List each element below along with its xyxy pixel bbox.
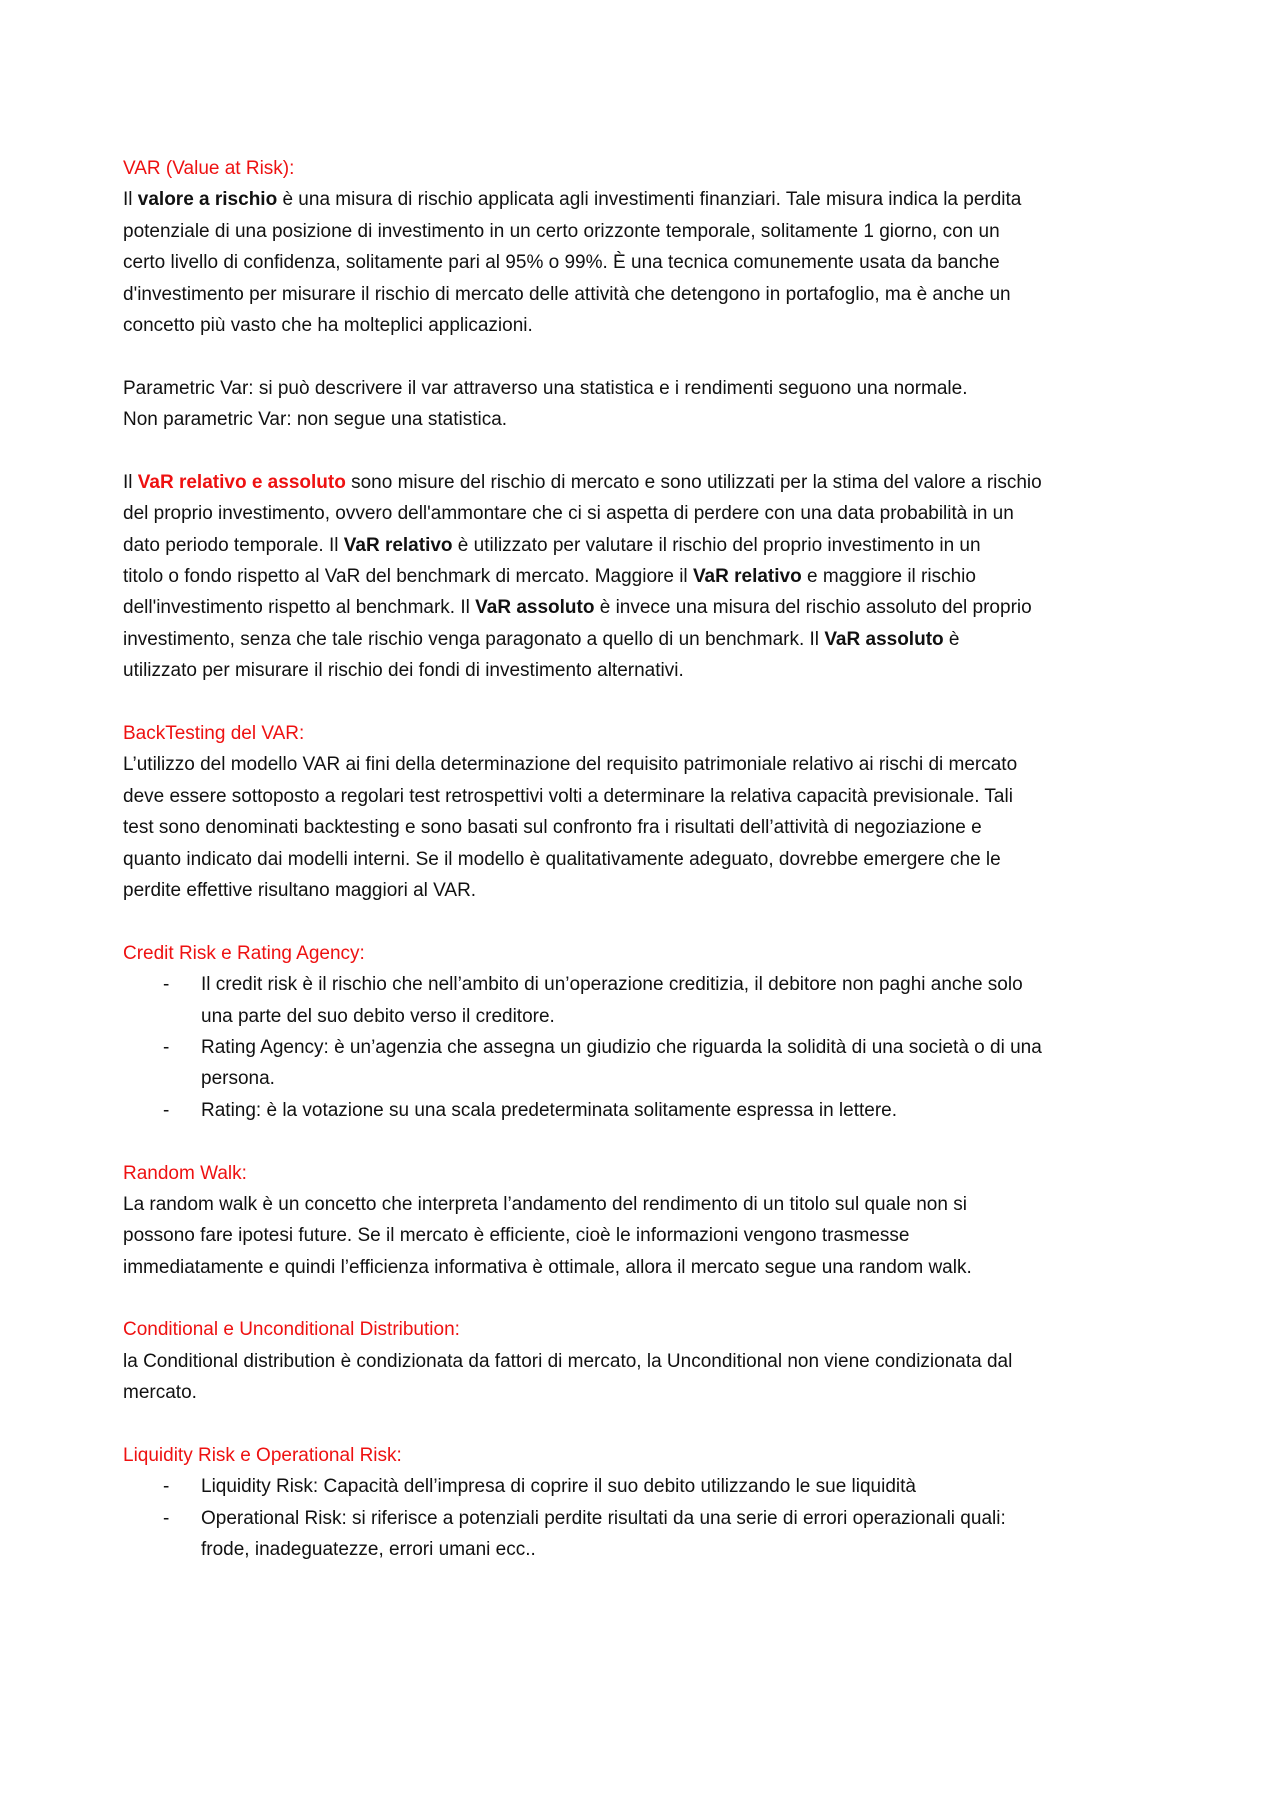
- blank-line: [123, 906, 1183, 937]
- text-run: deve essere sottoposto a regolari test retrospettivi volti a determinare la relativa capacità previsionale. Tali: [123, 785, 1013, 807]
- text-run: Parametric Var: si può descrivere il var attraverso una statistica e i rendimenti seguono una normale.: [123, 377, 968, 399]
- text-run: potenziale di una posizione di investimento in un certo orizzonte temporale, solitamente 1 giorno, con un: [123, 220, 1000, 242]
- section-heading: Liquidity Risk e Operational Risk:: [123, 1445, 402, 1467]
- emphasis-text: VaR assoluto: [824, 628, 944, 650]
- list-item-text: persona.: [201, 1068, 275, 1090]
- text-run: d'investimento per misurare il rischio di mercato delle attività che detengono in portafoglio, ma è anche un: [123, 283, 1011, 305]
- text-run: mercato.: [123, 1382, 197, 1404]
- text-line: [123, 373, 1183, 404]
- text-line: [123, 1189, 1183, 1220]
- text-run: possono fare ipotesi future. Se il mercato è efficiente, cioè le informazioni vengono trasmesse: [123, 1225, 910, 1247]
- text-line: [123, 749, 1183, 780]
- text-run: quanto indicato dai modelli interni. Se il modello è qualitativamente adeguato, dovrebbe emergere che le: [123, 848, 1001, 870]
- blank-line: [123, 341, 1183, 372]
- bullet-dash: -: [163, 1099, 170, 1121]
- list-item-text: frode, inadeguatezze, errori umani ecc..: [201, 1539, 536, 1561]
- text-line: [123, 279, 1183, 310]
- blank-line: [123, 1409, 1183, 1440]
- bullet-list: [123, 1471, 1183, 1565]
- text-run: Non parametric Var: non segue una statistica.: [123, 409, 508, 431]
- text-run: del proprio investimento, ovvero dell'ammontare che ci si aspetta di perdere con una data probabilità in un: [123, 503, 1014, 525]
- text-line: [123, 812, 1183, 843]
- document-page: [123, 153, 1183, 1566]
- text-line: [123, 247, 1183, 278]
- list-item-line: [123, 1001, 1183, 1032]
- list-item-line: [123, 1095, 1183, 1126]
- text-line: [123, 1377, 1183, 1408]
- bullet-dash: -: [163, 1507, 170, 1529]
- list-item-line: [123, 1063, 1183, 1094]
- emphasis-text: valore a rischio: [137, 189, 278, 211]
- section-heading: VAR (Value at Risk):: [123, 158, 295, 179]
- text-line: [123, 216, 1183, 247]
- text-run: certo livello di confidenza, solitamente pari al 95% o 99%. È una tecnica comunemente usata da banche: [123, 252, 1000, 274]
- text-run: test sono denominati backtesting e sono basati sul confronto fra i risultati dell’attività di negoziazione e: [123, 817, 982, 839]
- paragraph: [123, 373, 1183, 436]
- text-line: [123, 310, 1183, 341]
- blank-line: [123, 436, 1183, 467]
- paragraph: [123, 1189, 1183, 1283]
- bullet-list: [123, 969, 1183, 1126]
- text-run: dato periodo temporale. Il: [123, 534, 344, 556]
- text-run: perdite effettive risultano maggiori al VAR.: [123, 879, 477, 901]
- text-run: Il: [123, 189, 138, 211]
- text-line: [123, 875, 1183, 906]
- text-line: [123, 467, 1183, 498]
- list-item-line: [123, 1471, 1183, 1502]
- text-line: [123, 404, 1183, 435]
- paragraph: [123, 184, 1183, 341]
- text-run: Il: [123, 471, 138, 493]
- text-run: immediatamente e quindi l’efficienza informativa è ottimale, allora il mercato segue una random walk.: [123, 1256, 972, 1278]
- list-item-line: [123, 969, 1183, 1000]
- emphasis-text: VaR assoluto: [475, 597, 595, 619]
- list-item-text: una parte del suo debito verso il creditore.: [201, 1005, 555, 1027]
- text-run: L’utilizzo del modello VAR ai fini della determinazione del requisito patrimoniale relativo ai rischi di mercato: [123, 754, 1018, 776]
- text-line: [123, 844, 1183, 875]
- text-run: è: [943, 628, 960, 650]
- section-heading: Random Walk:: [123, 1162, 247, 1184]
- bullet-dash: -: [163, 1476, 170, 1498]
- text-line: [123, 624, 1183, 655]
- text-run: e maggiore il rischio: [801, 566, 976, 588]
- text-run: investimento, senza che tale rischio venga paragonato a quello di un benchmark. Il: [123, 628, 825, 650]
- text-run: utilizzato per misurare il rischio dei fondi di investimento alternativi.: [123, 660, 684, 682]
- text-run: dell'investimento rispetto al benchmark. Il: [123, 597, 476, 619]
- blank-line: [123, 1283, 1183, 1314]
- paragraph: [123, 749, 1183, 906]
- text-run: sono misure del rischio di mercato e sono utilizzati per la stima del valore a rischio: [345, 471, 1042, 493]
- blank-line: [123, 1126, 1183, 1157]
- text-line: [123, 530, 1183, 561]
- emphasis-text: VaR relativo e assoluto: [137, 471, 346, 493]
- section-heading: BackTesting del VAR:: [123, 723, 305, 745]
- list-item-line: [123, 1032, 1183, 1063]
- text-line: [123, 655, 1183, 686]
- text-line: [123, 561, 1183, 592]
- text-run: è utilizzato per valutare il rischio del proprio investimento in un: [452, 534, 981, 556]
- text-run: concetto più vasto che ha molteplici applicazioni.: [123, 314, 533, 336]
- text-run: è una misura di rischio applicata agli investimenti finanziari. Tale misura indica la perdita: [277, 189, 1022, 211]
- emphasis-text: VaR relativo: [343, 534, 453, 556]
- text-line: [123, 184, 1183, 215]
- text-run: titolo o fondo rispetto al VaR del benchmark di mercato. Maggiore il: [123, 566, 693, 588]
- list-item-text: Operational Risk: si riferisce a potenziali perdite risultati da una serie di errori operazionali quali:: [201, 1507, 1006, 1529]
- list-item-text: Il credit risk è il rischio che nell’ambito di un’operazione creditizia, il debitore non paghi anche solo: [201, 974, 1023, 996]
- list-item-text: Rating Agency: è un’agenzia che assegna un giudizio che riguarda la solidità di una società o di una: [201, 1036, 1042, 1058]
- bullet-dash: -: [163, 974, 170, 996]
- text-run: La random walk è un concetto che interpreta l’andamento del rendimento di un titolo sul quale non si: [123, 1193, 967, 1215]
- paragraph: [123, 1346, 1183, 1409]
- list-item-text: Liquidity Risk: Capacità dell’impresa di coprire il suo debito utilizzando le sue liquidità: [201, 1476, 916, 1498]
- list-item-line: [123, 1534, 1183, 1565]
- text-line: [123, 781, 1183, 812]
- text-line: [123, 498, 1183, 529]
- paragraph: [123, 467, 1183, 687]
- section-heading: Conditional e Unconditional Distribution:: [123, 1319, 460, 1341]
- list-item-text: Rating: è la votazione su una scala predeterminata solitamente espressa in lettere.: [201, 1099, 898, 1121]
- text-run: la Conditional distribution è condizionata da fattori di mercato, la Unconditional non viene condizionata dal: [123, 1350, 1013, 1372]
- emphasis-text: VaR relativo: [692, 566, 802, 588]
- text-line: [123, 1346, 1183, 1377]
- list-item-line: [123, 1503, 1183, 1534]
- text-line: [123, 1252, 1183, 1283]
- text-line: [123, 592, 1183, 623]
- text-run: è invece una misura del rischio assoluto del proprio: [594, 597, 1032, 619]
- bullet-dash: -: [163, 1036, 170, 1058]
- section-heading: Credit Risk e Rating Agency:: [123, 942, 365, 964]
- blank-line: [123, 687, 1183, 718]
- text-line: [123, 1220, 1183, 1251]
